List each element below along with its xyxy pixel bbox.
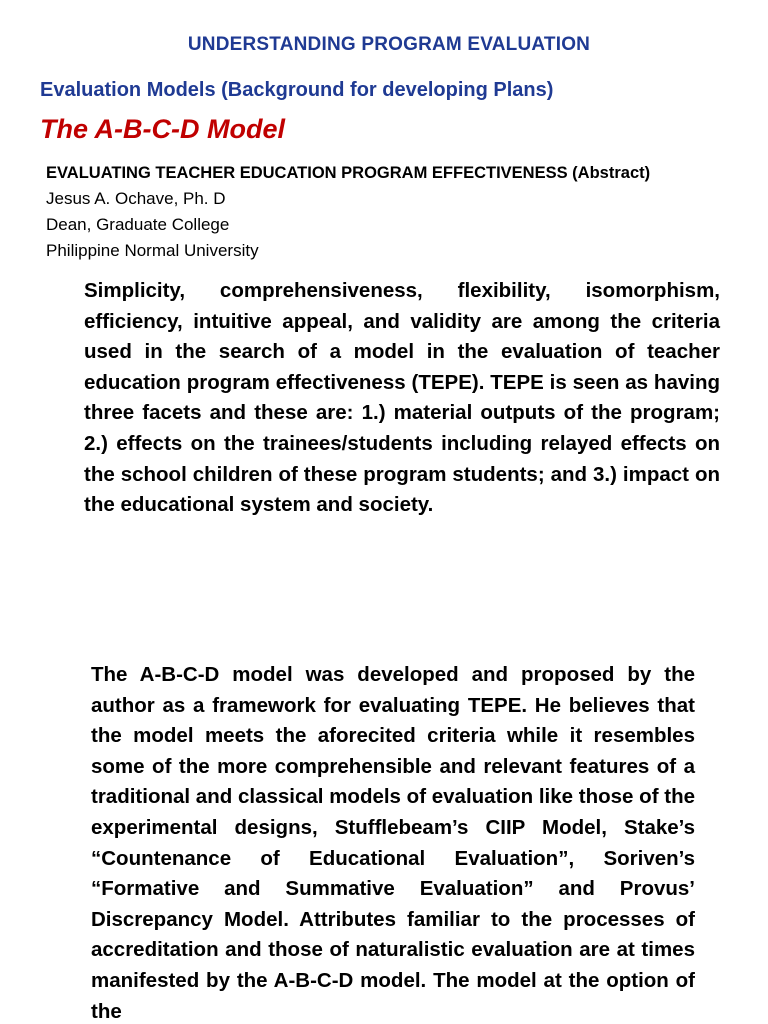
body-paragraph: The A-B-C-D model was developed and proposed by the author as a framework for evaluating TEPE. He believes that the model meets the aforecited criteria while it resembles some of the more comprehensible and relevant features of a traditional and classical models of evaluation like those of the experimental designs, Stufflebeam’s CIIP Model, Stake’s “Countenance of Educational Evaluation”, Soriven’s “Formative and Summative Evaluation” and Provus’ Discrepancy Model. Attributes familiar to the processes of accreditation and those of naturalistic evaluation are at times manifested by the A-B-C-D model. The model at the option of the [91, 663, 695, 1023]
author-name: Jesus A. Ochave, Ph. D [46, 189, 226, 208]
main-heading: UNDERSTANDING PROGRAM EVALUATION [187, 34, 591, 55]
author-role: Dean, Graduate College [46, 215, 230, 234]
author-institution: Philippine Normal University [46, 241, 259, 260]
abstract-title: EVALUATING TEACHER EDUCATION PROGRAM EFFECTIVENESS (Abstract) [46, 164, 651, 182]
subheading: Evaluation Models (Background for developing Plans) [40, 79, 554, 101]
model-title: The A-B-C-D Model [40, 114, 285, 144]
abstract-paragraph: Simplicity, comprehensiveness, flexibility, isomorphism, efficiency, intuitive appeal, and validity are among the criteria used in the search of a model in the evaluation of teacher education program effectiveness (TEPE). TEPE is seen as having three facets and these are: 1.) material outputs of the program; 2.) effects on the trainees/students including relayed effects on the school children of these program students; and 3.) impact on the educational system and society. [84, 279, 720, 517]
